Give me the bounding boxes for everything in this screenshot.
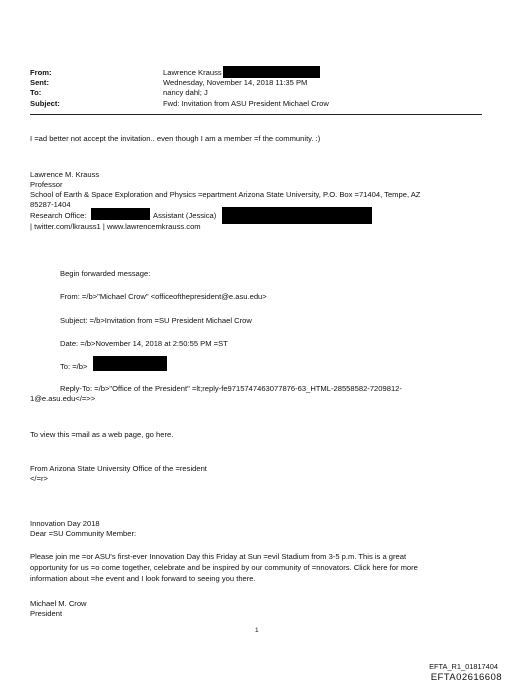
forwarded-begin: Begin forwarded message: (60, 269, 151, 278)
from-label: From: (30, 68, 52, 77)
signature-dept-line2: 85287-1404 (30, 200, 71, 209)
footer-code-1: EFTA_R1_01817404 (429, 662, 498, 671)
sent-label: Sent: (30, 78, 49, 87)
forwarded-subject: Subject: =/b>Invitation from =SU President Michael Crow (60, 316, 252, 325)
to-label: To: (30, 88, 42, 97)
event-title: Innovation Day 2018 (30, 519, 100, 528)
signature-links: | twitter.com/lkrauss1 | www.lawrencemkrauss.com (30, 222, 201, 231)
header-divider (30, 114, 482, 115)
closing-name: Michael M. Crow (30, 599, 87, 608)
web-view-text: To view this =mail as a web page, go here. (30, 430, 174, 439)
assistant-label: Assistant (Jessica) (153, 211, 217, 220)
from-office-line2: </=r> (30, 474, 48, 483)
subject-label: Subject: (30, 99, 60, 108)
invitation-para-line1: Please join me =or ASU's first-ever Innovation Day this Friday at Sun =evil Stadium from 3-5 p.m. This is a great (30, 552, 407, 561)
signature-title: Professor (30, 180, 63, 189)
redaction-assistant (222, 207, 372, 224)
redaction-forwarded-to (93, 356, 167, 371)
forwarded-date: Date: =/b>November 14, 2018 at 2:50:55 PM =ST (60, 339, 228, 348)
intro-text: I =ad better not accept the invitation.. even though I am a member =f the community. :) (30, 134, 321, 143)
invitation-para-line2: opportunity for us =o come together, celebrate and be inspired by our community of =nnovators. Click here for more (30, 563, 418, 572)
signature-dept-line1: School of Earth & Space Exploration and Physics =epartment Arizona State University, P.O. Box =71404, Tempe, AZ (30, 190, 421, 199)
closing-title: President (30, 609, 63, 618)
page-number: 1 (255, 627, 259, 634)
subject-value: Fwd: Invitation from ASU President Michael Crow (163, 99, 329, 108)
signature-name: Lawrence M. Krauss (30, 170, 100, 179)
from-office-line1: From Arizona State University Office of the =resident (30, 464, 207, 473)
invitation-para-line3: information about =he event and I look forward to seeing you there. (30, 574, 256, 583)
redaction-research-office (91, 208, 150, 220)
forwarded-reply-to-line1: Reply-To: =/b>"Office of the President" =lt;reply-fe9715747463077876-63_HTML-28558582-7209812- (60, 384, 402, 393)
forwarded-reply-to-line2: 1@e.asu.edu</=>> (30, 394, 96, 403)
footer-code-2: EFTA02616608 (430, 672, 502, 683)
from-value: Lawrence Krauss (163, 68, 222, 77)
greeting: Dear =SU Community Member: (30, 529, 137, 538)
sent-value: Wednesday, November 14, 2018 11:35 PM (163, 78, 308, 87)
to-value: nancy dahl; J (163, 88, 208, 97)
forwarded-to: To: =/b> (60, 362, 88, 371)
redaction-from-email (223, 66, 320, 78)
forwarded-from: From: =/b>"Michael Crow" <officeofthepresident@e.asu.edu> (60, 292, 267, 301)
research-office-label: Research Office: (30, 211, 87, 220)
